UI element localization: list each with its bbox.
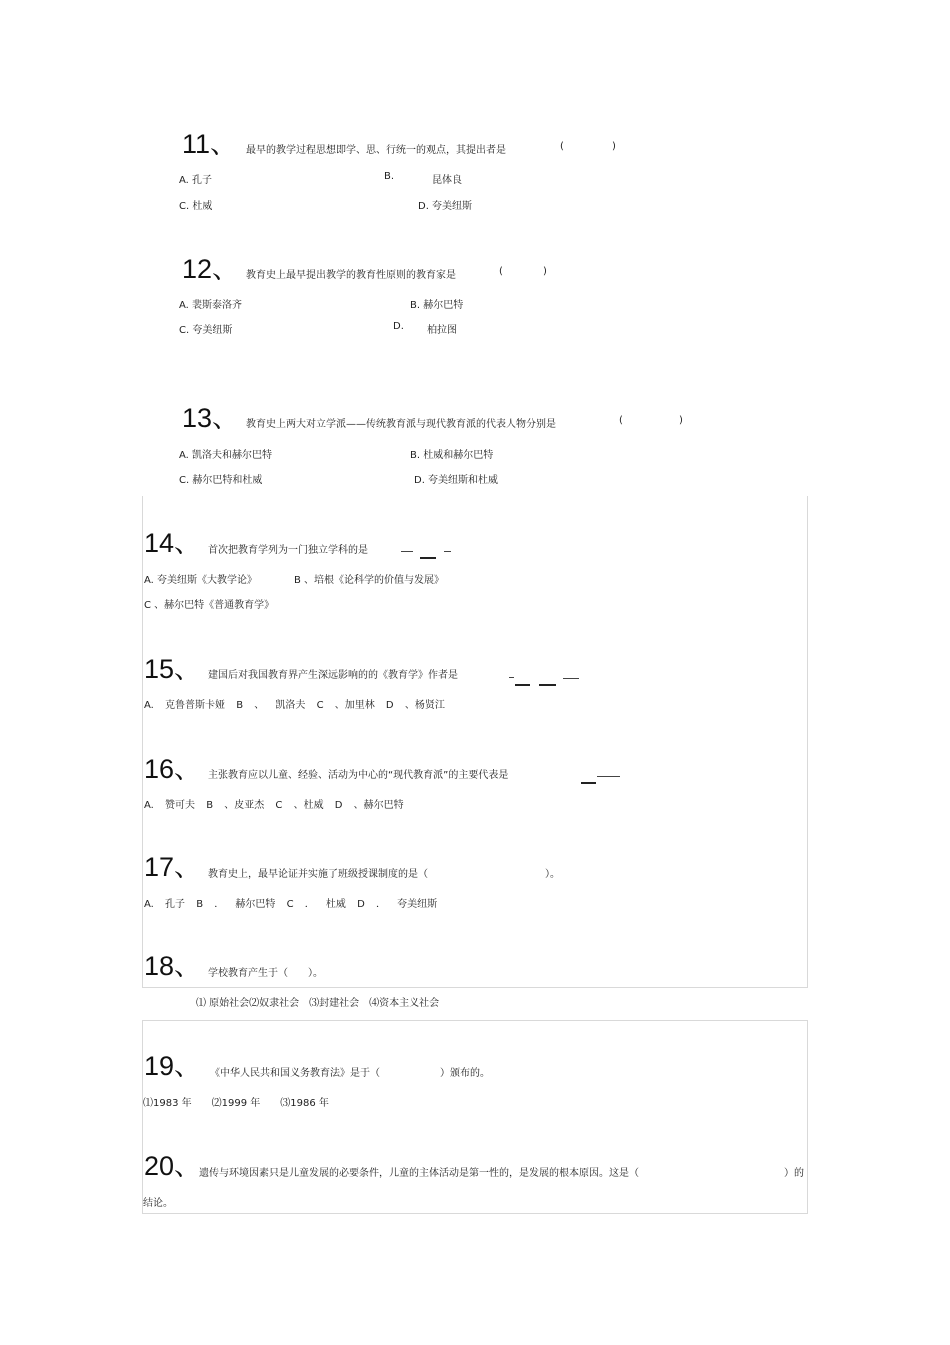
answer-paren-close: ) xyxy=(543,266,547,277)
answer-blank xyxy=(401,551,413,552)
question-number: 12、 xyxy=(182,254,240,284)
option-d-text: 柏拉图 xyxy=(427,325,457,336)
question-text: 主张教育应以儿童、经验、活动为中心的“现代教育派”的主要代表是 xyxy=(208,770,509,781)
answer-blank xyxy=(420,557,436,559)
question-text-end: ）颁布的。 xyxy=(440,1068,490,1079)
answer-blank xyxy=(539,684,556,686)
question-number: 11、 xyxy=(182,129,238,159)
option-d: D. 夸美纽斯 xyxy=(418,201,473,212)
answer-blank xyxy=(597,776,620,777)
question-number: 17、 xyxy=(144,852,202,882)
option-c: C. 赫尔巴特和杜威 xyxy=(179,475,263,486)
question-text: 教育史上，最早论证并实施了班级授课制度的是（ xyxy=(208,869,428,880)
question-text: 建国后对我国教育界产生深远影响的的《教育学》作者是 xyxy=(208,670,458,681)
question-text: 最早的教学过程思想即学、思、行统一的观点，其提出者是 xyxy=(246,145,506,156)
question-text: 《中华人民共和国义务教育法》是于（ xyxy=(210,1068,380,1079)
option-c: C. 夸美纽斯 xyxy=(179,325,233,336)
option-b: B. 杜威和赫尔巴特 xyxy=(410,450,494,461)
option-b-text: 昆体良 xyxy=(432,175,462,186)
option-c: C. 杜威 xyxy=(179,201,213,212)
options-line: ⑴1983 年 ⑵1999 年 ⑶1986 年 xyxy=(143,1098,329,1109)
question-text-line2: 结论。 xyxy=(143,1198,173,1209)
answer-blank xyxy=(563,678,579,679)
answer-paren-open: ( xyxy=(560,141,564,152)
option-a: A. 夸美纽斯《大教学论》 xyxy=(144,575,258,586)
option-b: B. 赫尔巴特 xyxy=(410,300,464,311)
options-line: A. 赞可夫 B 、皮亚杰 C 、杜威 D 、赫尔巴特 xyxy=(144,800,404,811)
answer-paren-close: ) xyxy=(679,415,683,426)
question-text: 遗传与环境因素只是儿童发展的必要条件，儿童的主体活动是第一性的，是发展的根本原因。这是（ xyxy=(199,1168,639,1179)
question-number: 19、 xyxy=(144,1051,202,1081)
options-line: A. 克鲁普斯卡娅 B 、 凯洛夫 C 、加里林 D 、杨贤江 xyxy=(144,700,445,711)
question-text: 首次把教育学列为一门独立学科的是 xyxy=(208,545,368,556)
question-number: 15、 xyxy=(144,654,202,684)
answer-blank xyxy=(444,551,451,552)
answer-blank xyxy=(515,684,530,686)
answer-paren-open: ( xyxy=(499,266,503,277)
content-frame-lower xyxy=(142,1020,808,1214)
question-text: 教育史上两大对立学派——传统教育派与现代教育派的代表人物分别是 xyxy=(246,419,556,430)
question-number: 20、 xyxy=(144,1151,202,1181)
option-a: A. 裴斯泰洛齐 xyxy=(179,300,243,311)
question-number: 14、 xyxy=(144,528,202,558)
answer-blank xyxy=(509,677,514,678)
option-c: C 、赫尔巴特《普通教育学》 xyxy=(144,600,275,611)
question-number: 13、 xyxy=(182,403,240,433)
content-frame-upper xyxy=(142,496,808,988)
option-d: D. 夸美纽斯和杜威 xyxy=(414,475,499,486)
question-text: 学校教育产生于（ ）。 xyxy=(208,968,323,979)
answer-paren-close: ) xyxy=(612,141,616,152)
option-b: B 、培根《论科学的价值与发展》 xyxy=(294,575,445,586)
answer-blank xyxy=(581,782,596,784)
question-text: 教育史上最早提出教学的教育性原则的教育家是 xyxy=(246,270,456,281)
question-text-end: ）。 xyxy=(545,869,560,880)
options-line: A. 孔子 B ． 赫尔巴特 C ． 杜威 D ． 夸美纽斯 xyxy=(144,899,438,910)
option-d-letter: D. xyxy=(393,321,404,332)
option-b-letter: B. xyxy=(384,171,395,182)
option-a: A. 凯洛夫和赫尔巴特 xyxy=(179,450,273,461)
answer-paren-open: ( xyxy=(619,415,623,426)
question-number: 16、 xyxy=(144,754,202,784)
question-number: 18、 xyxy=(144,951,202,981)
question-text-end: ）的 xyxy=(784,1168,804,1179)
options-line: ⑴ 原始社会⑵奴隶社会 ⑶封建社会 ⑷资本主义社会 xyxy=(196,998,440,1009)
option-a: A. 孔子 xyxy=(179,175,213,186)
